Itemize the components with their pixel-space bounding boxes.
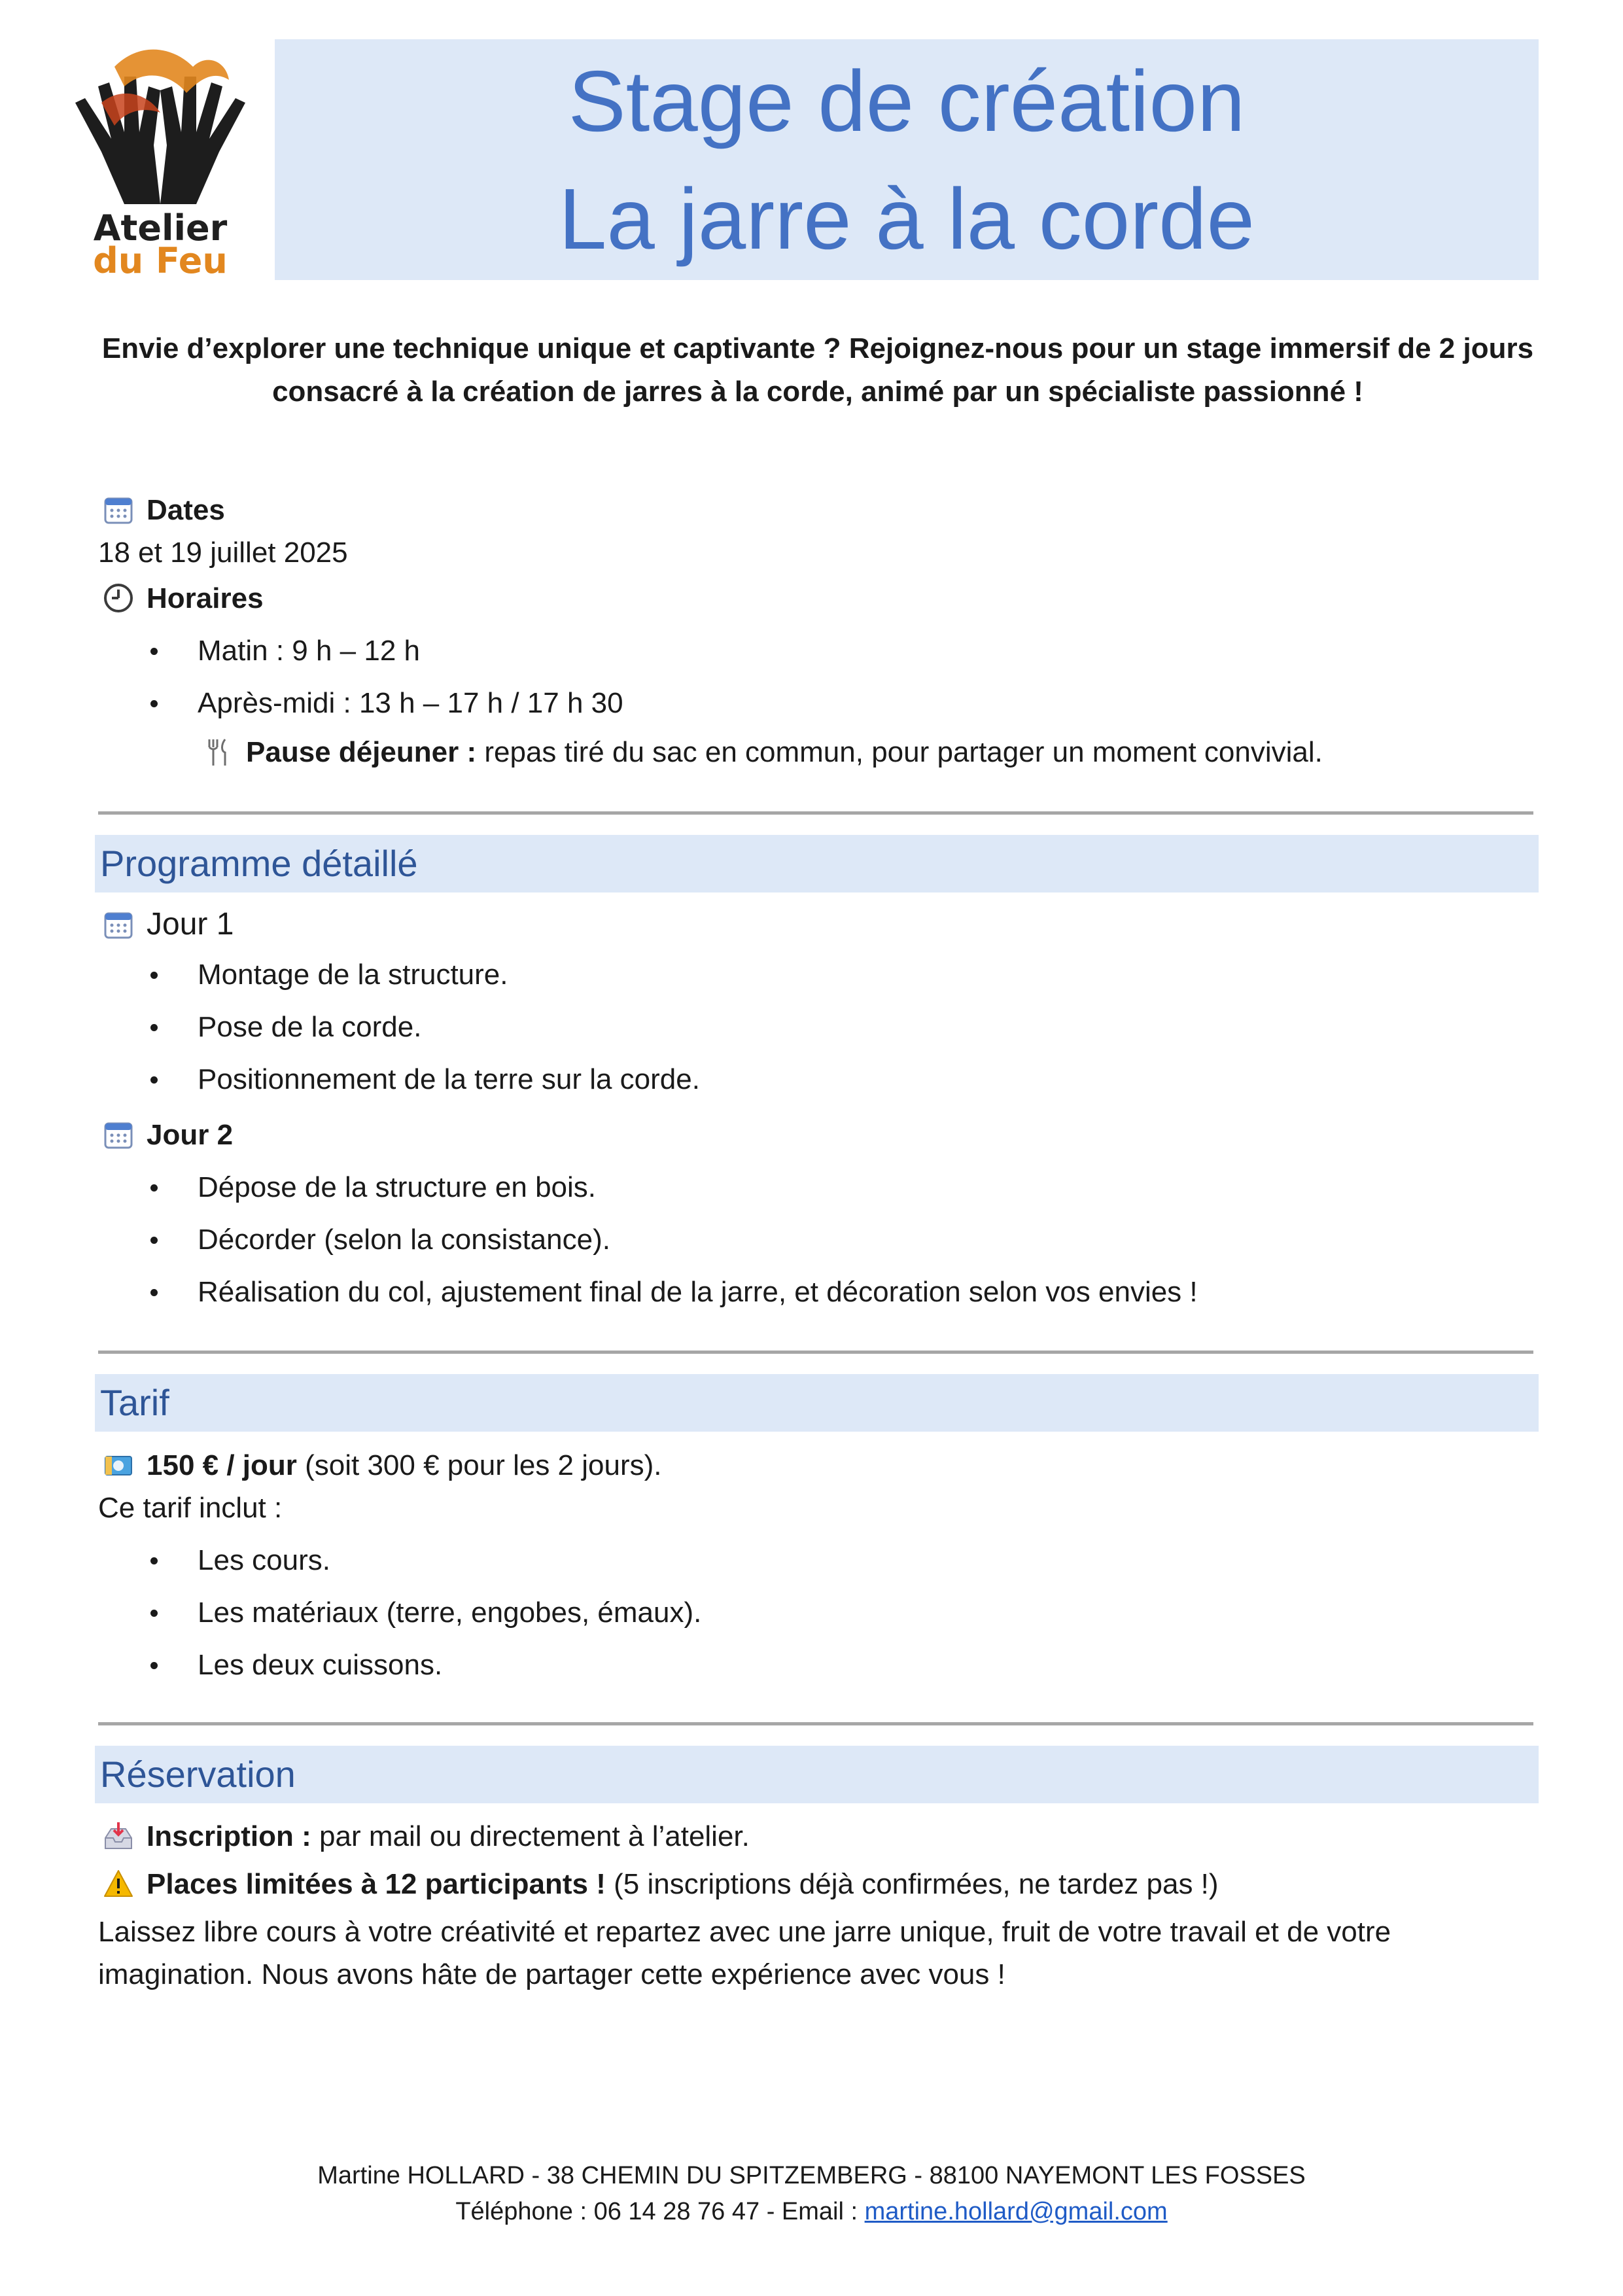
bullet (150, 1610, 158, 1617)
divider (98, 811, 1533, 815)
bullet (150, 1557, 158, 1564)
inscription-label: Inscription : (147, 1820, 311, 1852)
day1-item-2: Pose de la corde. (198, 1011, 422, 1043)
closing-paragraph (98, 1911, 1391, 1996)
title-banner (275, 39, 1539, 280)
tarif-item-3: Les deux cuissons. (198, 1649, 443, 1681)
dates-heading-row (103, 491, 225, 530)
bullet (150, 972, 158, 979)
intro-paragraph (98, 327, 1537, 414)
clock-icon (103, 583, 133, 613)
pause-text: repas tiré du sac en commun, pour partager un moment convivial. (476, 736, 1323, 768)
footer-phone: Téléphone : 06 14 28 76 47 - Email : (455, 2198, 865, 2225)
bullet (150, 700, 158, 707)
places-row (103, 1865, 1219, 1904)
divider (98, 1351, 1533, 1354)
section-tarif (95, 1374, 1539, 1432)
section-reservation (95, 1746, 1539, 1803)
calendar-icon (103, 1120, 133, 1150)
day2-heading-row (103, 1116, 233, 1155)
places-text: (5 inscriptions déjà confirmées, ne tardez pas !) (605, 1868, 1219, 1900)
price-row (103, 1446, 662, 1485)
day1-label: Jour 1 (147, 907, 234, 942)
intro-line1: Envie d’explorer une technique unique et captivante ? Rejoignez-nous pour un stage immersif de 2 jours (101, 332, 1534, 364)
calendar-icon (103, 910, 133, 940)
bullet (150, 1076, 158, 1084)
horaires-heading-row (103, 579, 264, 618)
programme-heading: Programme détaillé (100, 843, 418, 884)
places-label: Places limitées à 12 participants ! (147, 1868, 606, 1900)
footer-contact (0, 2195, 1623, 2228)
day2-item-1: Dépose de la structure en bois. (198, 1171, 597, 1203)
money-icon (103, 1450, 133, 1480)
logo-line1: Atelier (93, 207, 228, 249)
bullet (150, 1662, 158, 1669)
footer-address: Martine HOLLARD - 38 CHEMIN DU SPITZEMBERG - 88100 NAYEMONT LES FOSSES (317, 2162, 1306, 2189)
horaires-heading: Horaires (147, 582, 264, 614)
title-line2: La jarre à la corde (559, 171, 1255, 267)
fork-knife-icon (203, 737, 233, 767)
tarif-item-2: Les matériaux (terre, engobes, émaux). (198, 1597, 702, 1629)
day1-item-1: Montage de la structure. (198, 959, 508, 991)
day1-heading-row (103, 905, 234, 944)
right-hand-shape (160, 77, 245, 204)
pause-label: Pause déjeuner : (246, 736, 477, 768)
day2-item-3: Réalisation du col, ajustement final de la jarre, et décoration selon vos envies ! (198, 1276, 1198, 1308)
atelier-du-feu-logo (62, 41, 258, 276)
bullet (150, 1237, 158, 1244)
includes-label: Ce tarif inclut : (98, 1492, 283, 1524)
price-note: (soit 300 € pour les 2 jours). (296, 1449, 662, 1481)
inscription-text: par mail ou directement à l’atelier. (311, 1820, 750, 1852)
calendar-icon (103, 495, 133, 525)
bullet (150, 1024, 158, 1031)
dates-heading: Dates (147, 494, 225, 526)
closing-line2: imagination. Nous avons hâte de partager cette expérience avec vous ! (98, 1958, 1005, 1990)
pause-row (203, 733, 1323, 772)
bullet (150, 1184, 158, 1192)
tarif-heading: Tarif (100, 1382, 169, 1423)
dates-value: 18 et 19 juillet 2025 (98, 537, 348, 569)
horaires-item-1: Matin : 9 h – 12 h (198, 635, 420, 667)
bullet (150, 648, 158, 655)
day2-label: Jour 2 (147, 1119, 234, 1151)
day2-item-2: Décorder (selon la consistance). (198, 1224, 610, 1256)
inscription-row (103, 1817, 750, 1856)
bullet (150, 1289, 158, 1296)
day1-item-3: Positionnement de la terre sur la corde. (198, 1063, 700, 1095)
title-line1: Stage de création (568, 53, 1246, 149)
tarif-item-1: Les cours. (198, 1544, 330, 1576)
divider (98, 1722, 1533, 1725)
reservation-heading: Réservation (100, 1754, 296, 1795)
price-value: 150 € / jour (147, 1449, 297, 1481)
closing-line1: Laissez libre cours à votre créativité et repartez avec une jarre unique, fruit de votre travail et de votre (98, 1916, 1391, 1948)
intro-line2: consacré à la création de jarres à la corde, animé par un spécialiste passionné ! (272, 376, 1363, 408)
horaires-item-2: Après-midi : 13 h – 17 h / 17 h 30 (198, 687, 623, 719)
footer-email-link[interactable]: martine.hollard@gmail.com (864, 2198, 1168, 2225)
inbox-tray-icon (103, 1821, 133, 1851)
warning-icon (103, 1869, 133, 1899)
logo-line2: du Feu (93, 240, 228, 276)
section-programme (95, 835, 1539, 892)
